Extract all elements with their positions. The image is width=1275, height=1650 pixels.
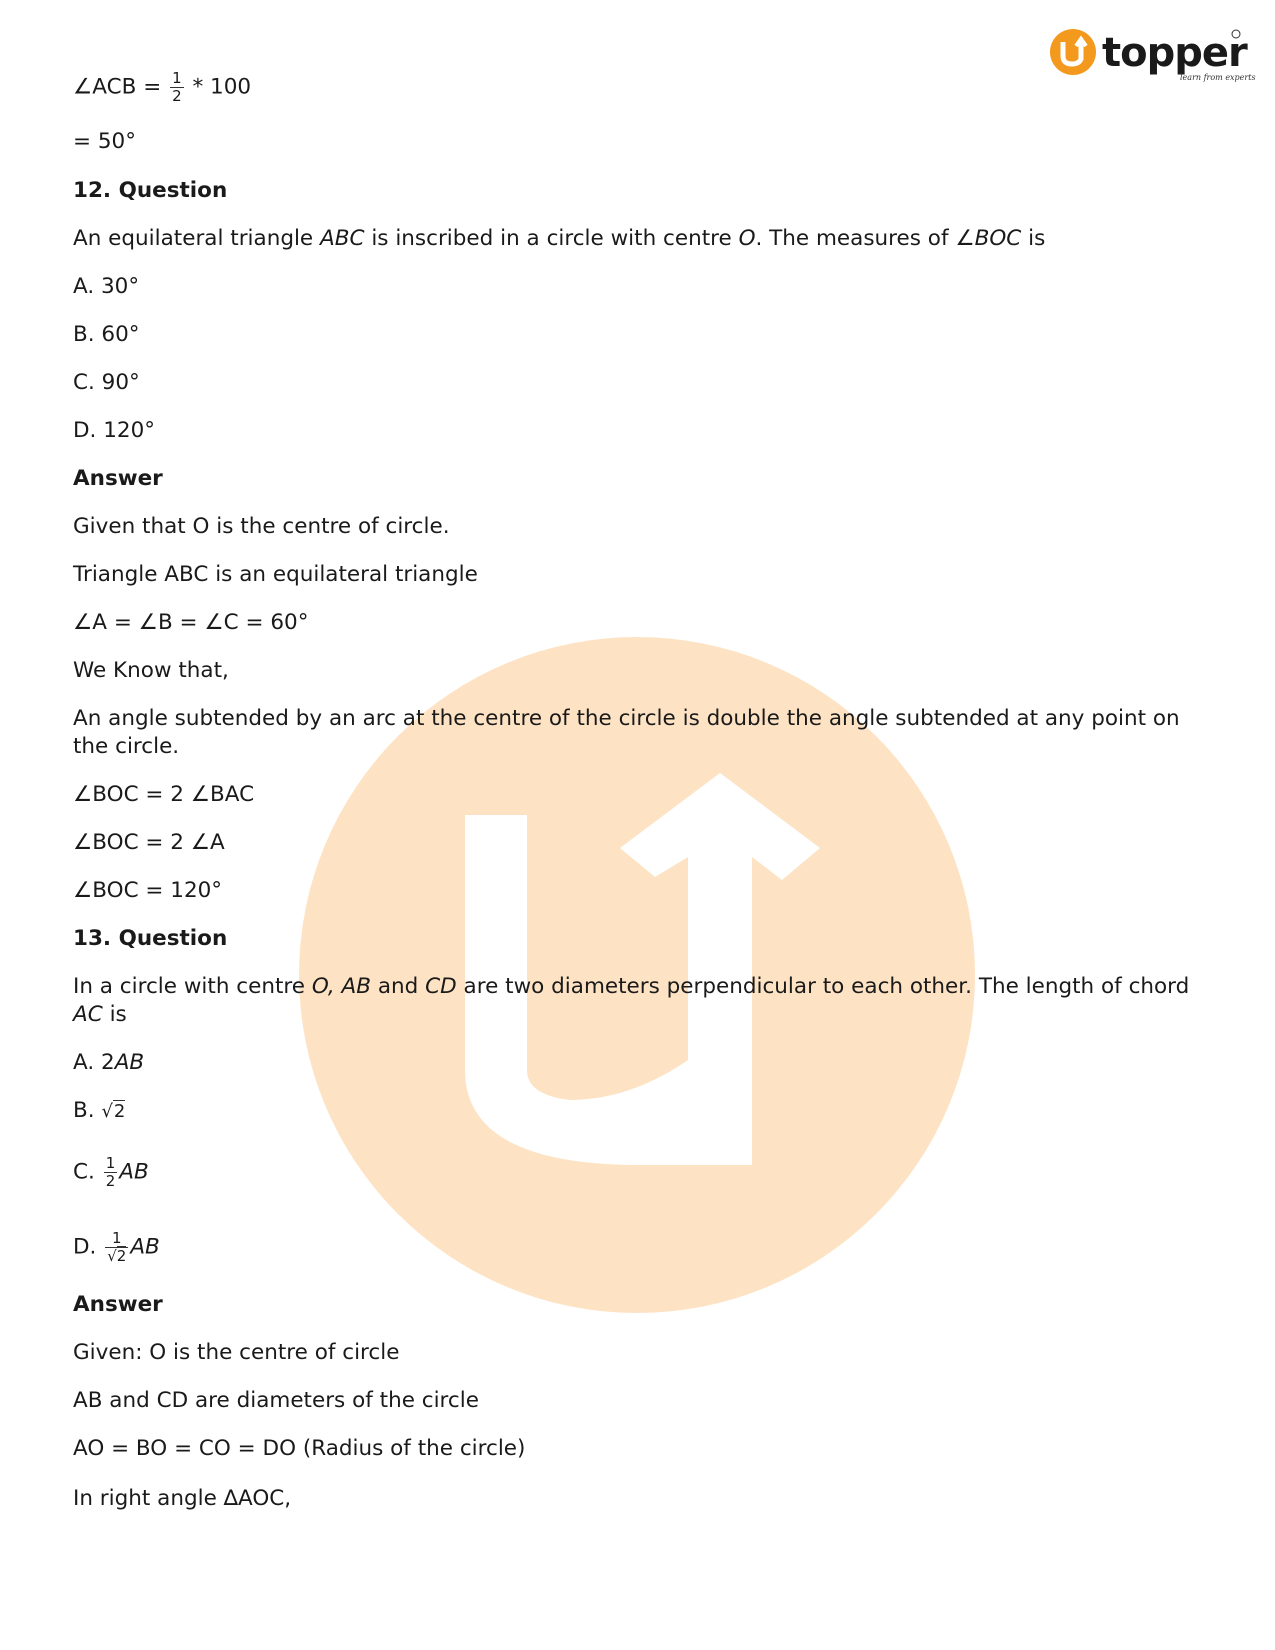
fraction-half: $\frac{1}{2}$ <box>105 1154 116 1190</box>
q12-answer-heading: Answer <box>73 466 163 491</box>
q12-option-d: D. 120° <box>73 418 156 443</box>
q13-option-b: B. √2 <box>73 1098 126 1123</box>
acb-result: = 50° <box>73 129 136 154</box>
acb-multiplier: * 100 <box>192 74 252 100</box>
q12-solution-line: Triangle ABC is an equilateral triangle <box>73 562 478 587</box>
q12-solution-line: We Know that, <box>73 658 229 683</box>
acb-equation <box>73 70 251 105</box>
fraction-half: $\frac{1}{2}$ <box>172 69 182 105</box>
q13-answer-heading: Answer <box>73 1292 163 1317</box>
q13-stem: In a circle with centre O, AB and CD are two diameters perpendicular to each other. The length of chord AC is <box>73 974 1190 1027</box>
logo-tagline: learn from experts <box>1180 73 1256 82</box>
fraction-one-over-root-two: $\frac{1}{√2}$ <box>107 1229 127 1265</box>
q13-option-a: A. 2AB <box>73 1050 145 1075</box>
up-arrow-u-icon <box>1050 29 1096 75</box>
q13-option-c: C. $\frac{1}{2}$ AB <box>73 1154 149 1190</box>
q13-solution-line: AO = BO = CO = DO (Radius of the circle) <box>73 1436 526 1461</box>
logo-brand-text: topper <box>1102 30 1247 76</box>
q12-solution-line: ∠BOC = 120° <box>73 878 223 903</box>
q12-option-b: B. 60° <box>73 322 140 347</box>
acb-label: ∠ACB = <box>73 74 162 100</box>
sqrt-icon: √2 <box>101 1101 126 1122</box>
triangle-icon: ∆ <box>223 1486 239 1511</box>
q12-heading: 12. Question <box>73 178 228 203</box>
q12-solution-line: Given that O is the centre of circle. <box>73 514 450 539</box>
topper-logo <box>1040 26 1256 86</box>
q12-solution-line: An angle subtended by an arc at the centre of the circle is double the angle subtended at any point on the circle. <box>73 706 1180 759</box>
q13-option-d: D. $\frac{1}{√2}$ AB <box>73 1229 160 1265</box>
q12-option-c: C. 90° <box>73 370 140 395</box>
q12-option-a: A. 30° <box>73 274 140 299</box>
q13-solution-line: Given: O is the centre of circle <box>73 1340 400 1365</box>
q12-solution-line: ∠BOC = 2 ∠A <box>73 830 225 855</box>
q13-heading: 13. Question <box>73 926 228 951</box>
sqrt-icon: √ <box>107 1247 117 1265</box>
q12-solution-line: ∠A = ∠B = ∠C = 60° <box>73 610 309 635</box>
q13-solution-line: AB and CD are diameters of the circle <box>73 1388 479 1413</box>
q12-solution-line: ∠BOC = 2 ∠BAC <box>73 782 255 807</box>
q12-stem: An equilateral triangle ABC is inscribed in a circle with centre O. The measures of ∠BOC is <box>73 226 1046 251</box>
q13-solution-line: In right angle ∆AOC, <box>73 1486 292 1511</box>
